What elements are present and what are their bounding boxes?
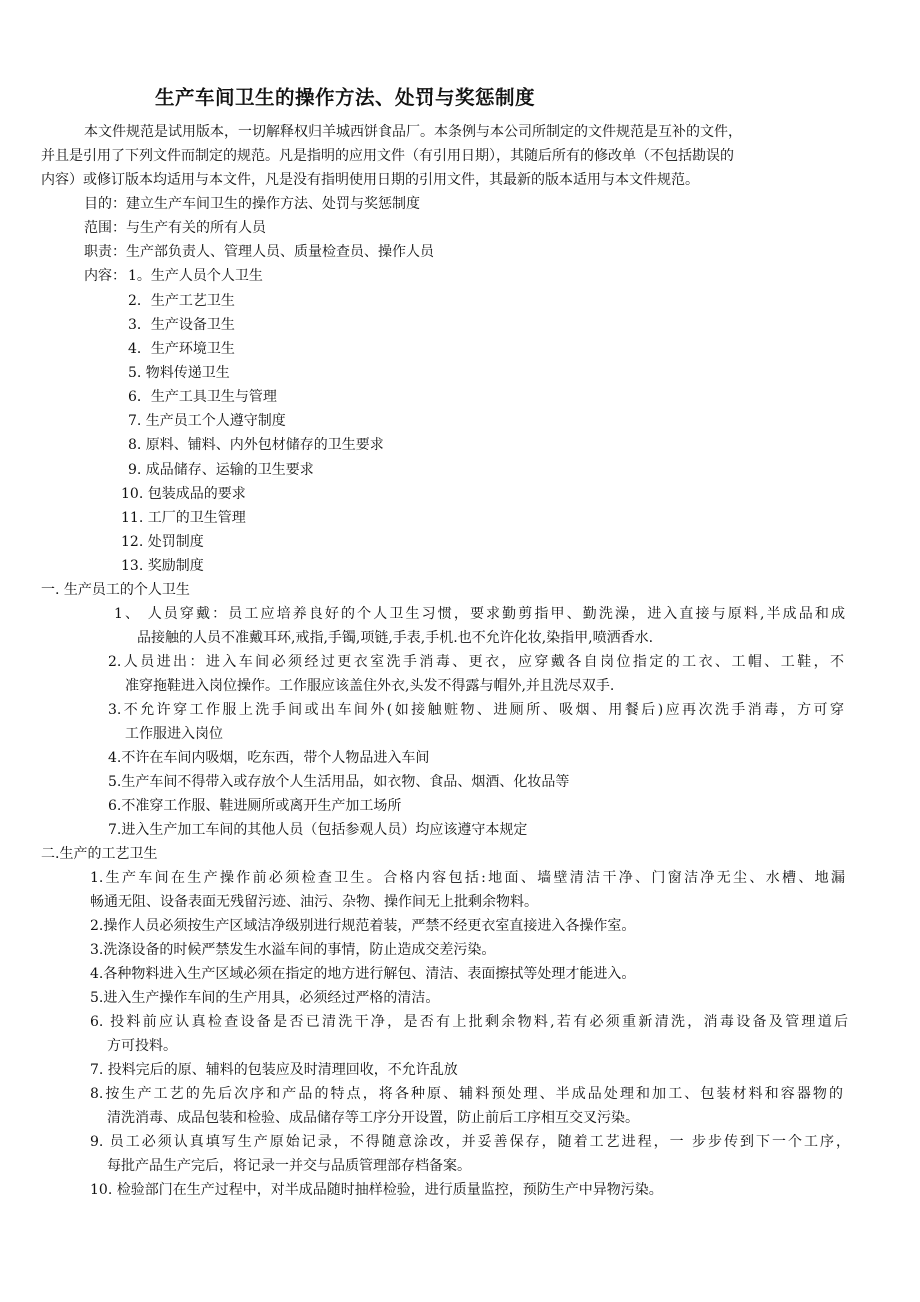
duty-line: 职责：生产部负责人、管理人员、质量检查员、操作人员 (84, 244, 434, 260)
section-line: 品接触的人员不准戴耳环,戒指,手镯,项链,手表,手机.也不允许化妆,染指甲,喷洒香水. (137, 630, 654, 646)
intro-line: 本文件规范是试用版本，一切解释权归羊城西饼食品厂。本条例与本公司所制定的文件规范是互补的文件， (84, 124, 742, 140)
section-line: 2.人员进出：进入车间必须经过更衣室洗手消毒、更衣，应穿戴各自岗位指定的工衣、工帽、工鞋，不 (108, 654, 844, 670)
section-line: 6. 投料前应认真检查设备是否已清洗干净，是否有上批剩余物料,若有必须重新清洗，消毒设备及管理道后 (90, 1014, 848, 1030)
section-line: 1.生产车间在生产操作前必须检查卫生。合格内容包括:地面、墙壁清洁干净、门窗洁净无尘、水槽、地漏 (90, 870, 845, 886)
section-line: 9. 员工必须认真填写生产原始记录，不得随意涂改，并妥善保存，随着工艺进程，一 步步传到下一个工序， (90, 1134, 850, 1150)
section-line: 每批产品生产完后，将记录一并交与品质管理部存档备案。 (107, 1158, 471, 1174)
scope-line: 范围：与生产有关的所有人员 (84, 220, 266, 236)
toc-item: 1。生产人员个人卫生 (128, 268, 263, 284)
section-line: 4.不许在车间内吸烟，吃东西，带个人物品进入车间 (108, 750, 430, 766)
toc-item: 11. 工厂的卫生管理 (121, 510, 246, 526)
section-line: 3.不允许穿工作服上洗手间或出车间外(如接触赃物、进厕所、吸烟、用餐后)应再次洗手消毒，方可穿 (108, 702, 844, 718)
section-line: 5.生产车间不得带入或存放个人生活用品，如衣物、食品、烟酒、化妆品等 (108, 774, 570, 790)
toc-item: 6．生产工具卫生与管理 (128, 389, 277, 405)
toc-item: 3．生产设备卫生 (128, 317, 235, 333)
intro-line: 并且是引用了下列文件而制定的规范。凡是指明的应用文件（有引用日期），其随后所有的修改单（不包括勘误的 (41, 148, 734, 164)
section-line: 7.进入生产加工车间的其他人员（包括参观人员）均应该遵守本规定 (108, 822, 528, 838)
section-line: 10. 检验部门在生产过程中，对半成品随时抽样检验，进行质量监控，预防生产中异物污染。 (90, 1182, 663, 1198)
toc-item: 7. 生产员工个人遵守制度 (128, 413, 286, 429)
toc-item: 12. 处罚制度 (121, 534, 204, 550)
section-line: 3.洗涤设备的时候严禁发生水溢车间的事情，防止造成交差污染。 (90, 942, 496, 958)
toc-item: 2．生产工艺卫生 (128, 293, 235, 309)
section-line: 方可投料。 (107, 1038, 177, 1054)
document-title: 生产车间卫生的操作方法、处罚与奖惩制度 (155, 86, 536, 109)
section-line: 4.各种物料进入生产区域必须在指定的地方进行解包、清洁、表面擦拭等处理才能进入。 (90, 966, 636, 982)
toc-item: 5. 物料传递卫生 (128, 365, 230, 381)
purpose-line: 目的：建立生产车间卫生的操作方法、处罚与奖惩制度 (84, 196, 420, 212)
section-heading: 一. 生产员工的个人卫生 (41, 582, 190, 598)
section-line: 畅通无阻、设备表面无残留污迹、油污、杂物、操作间无上批剩余物料。 (90, 894, 538, 910)
section-line: 1、 人员穿戴：员工应培养良好的个人卫生习惯，要求勤剪指甲、勤洗澡，进入直接与原料,半成品和成 (114, 606, 845, 622)
section-line: 6.不准穿工作服、鞋进厕所或离开生产加工场所 (108, 798, 402, 814)
toc-item: 13. 奖励制度 (121, 558, 204, 574)
section-line: 5.进入生产操作车间的生产用具，必须经过严格的清洁。 (90, 990, 440, 1006)
toc-item: 8. 原料、铺料、内外包材储存的卫生要求 (128, 437, 384, 453)
toc-item: 4．生产环境卫生 (128, 341, 235, 357)
section-line: 准穿拖鞋进入岗位操作。工作服应该盖住外衣,头发不得露与帽外,并且洗尽双手. (125, 678, 615, 694)
toc-item: 9. 成品储存、运输的卫生要求 (128, 462, 314, 478)
section-heading: 二.生产的工艺卫生 (41, 846, 158, 862)
section-line: 8.按生产工艺的先后次序和产品的特点，将各种原、辅料预处理、半成品处理和加工、包装材料和容器物的 (90, 1086, 843, 1102)
toc-item: 10. 包装成品的要求 (121, 486, 246, 502)
section-line: 2.操作人员必须按生产区域洁净级别进行规范着装，严禁不经更衣室直接进入各操作室。 (90, 918, 636, 934)
content-label: 内容： (84, 268, 126, 284)
section-line: 7. 投料完后的原、辅料的包装应及时清理回收，不允许乱放 (90, 1062, 458, 1078)
section-line: 清洗消毒、成品包装和检验、成品储存等工序分开设置，防止前后工序相互交叉污染。 (107, 1110, 639, 1126)
intro-line: 内容）或修订版本均适用与本文件，凡是没有指明使用日期的引用文件，其最新的版本适用与本文件规范。 (41, 172, 699, 188)
section-line: 工作服进入岗位 (125, 726, 223, 742)
